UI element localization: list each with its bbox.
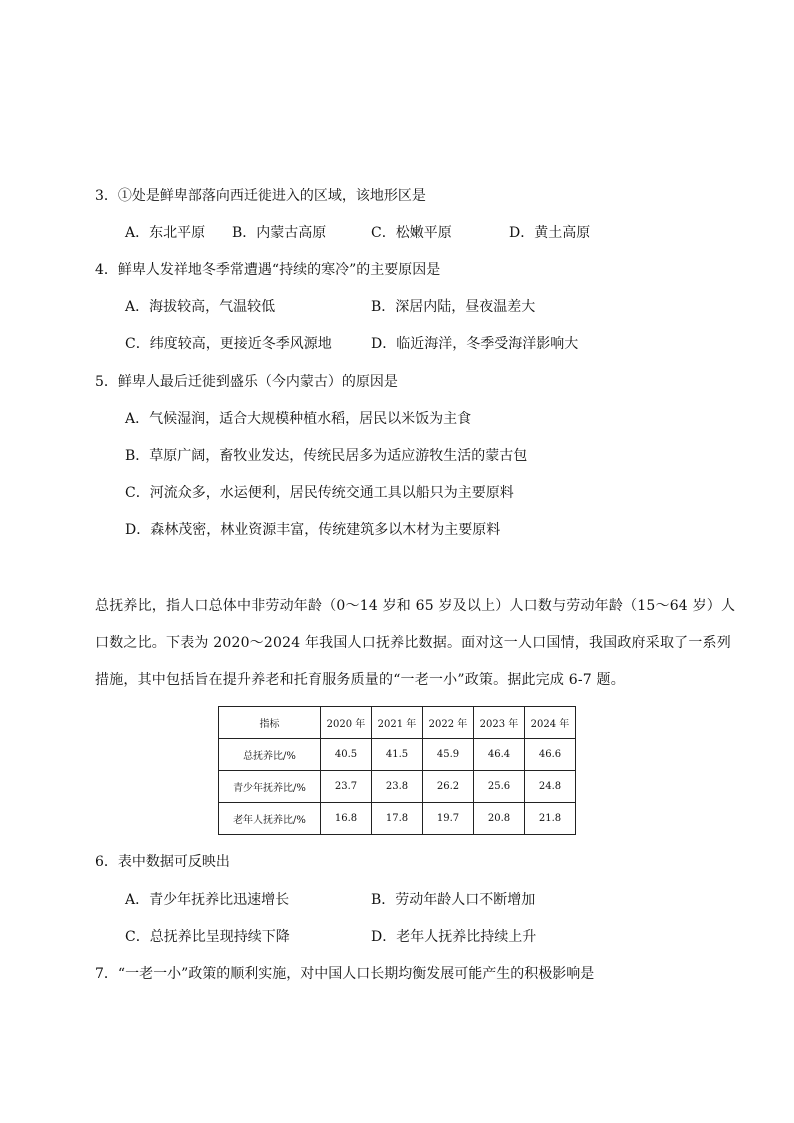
dependency-ratio-table: [218, 706, 576, 835]
table-cell: 23.8: [372, 771, 423, 803]
table-cell: 45.9: [423, 739, 474, 771]
question-5-stem: 5．鲜卑人最后迁徙到盛乐（今内蒙古）的原因是: [95, 374, 398, 390]
table-cell: 17.8: [372, 803, 423, 835]
question-4-option-a: A．海拔较高，气温较低: [125, 299, 276, 315]
question-4-option-d: D．临近海洋，冬季受海洋影响大: [371, 336, 579, 352]
question-3-option-c: C．松嫩平原: [371, 225, 452, 241]
question-5-option-a: A．气候湿润，适合大规模种植水稻，居民以米饭为主食: [125, 411, 472, 427]
question-7-stem: 7．“一老一小”政策的顺利实施，对中国人口长期均衡发展可能产生的积极影响是: [95, 966, 595, 982]
question-6-option-a: A．青少年抚养比迅速增长: [125, 892, 290, 908]
question-4-option-c: C．纬度较高，更接近冬季风源地: [125, 336, 332, 352]
question-3-option-b: B．内蒙古高原: [232, 225, 327, 241]
table-header-cell: 2022 年: [423, 707, 474, 739]
question-5-option-c: C．河流众多，水运便利，居民传统交通工具以船只为主要原料: [125, 485, 514, 501]
table-header-cell: 2020 年: [321, 707, 372, 739]
table-row-label: 老年人抚养比/%: [219, 803, 321, 835]
table-header-cell: 2023 年: [474, 707, 525, 739]
question-6-option-c: C．总抚养比呈现持续下降: [125, 929, 290, 945]
table-row: [219, 803, 576, 835]
question-5-option-b: B．草原广阔，畜牧业发达，传统民居多为适应游牧生活的蒙古包: [125, 448, 528, 464]
table-cell: 40.5: [321, 739, 372, 771]
passage-line-1: 总抚养比，指人口总体中非劳动年龄（0～14 岁和 65 岁及以上）人口数与劳动年龄（15～64 岁）人: [95, 598, 736, 614]
table-cell: 21.8: [525, 803, 576, 835]
table-cell: 46.4: [474, 739, 525, 771]
question-3-option-d: D．黄土高原: [509, 225, 591, 241]
table-cell: 20.8: [474, 803, 525, 835]
question-4-stem: 4．鲜卑人发祥地冬季常遭遇“持续的寒冷”的主要原因是: [95, 262, 441, 278]
table-header-cell: 2024 年: [525, 707, 576, 739]
table-header-cell: 2021 年: [372, 707, 423, 739]
table-cell: 19.7: [423, 803, 474, 835]
table-cell: 23.7: [321, 771, 372, 803]
table-cell: 26.2: [423, 771, 474, 803]
table-header-cell: 指标: [219, 707, 321, 739]
table-row: [219, 739, 576, 771]
passage-line-2: 口数之比。下表为 2020～2024 年我国人口抚养比数据。面对这一人口国情，我国政府采取了一系列: [95, 635, 731, 651]
table-header-row: [219, 707, 576, 739]
question-4-option-b: B．深居内陆，昼夜温差大: [371, 299, 536, 315]
table-row-label: 总抚养比/%: [219, 739, 321, 771]
question-5-option-d: D．森林茂密，林业资源丰富，传统建筑多以木材为主要原料: [125, 522, 501, 538]
table-row-label: 青少年抚养比/%: [219, 771, 321, 803]
passage-line-3: 措施，其中包括旨在提升养老和托育服务质量的“一老一小”政策。据此完成 6-7 题。: [95, 672, 625, 688]
table-cell: 41.5: [372, 739, 423, 771]
table-cell: 46.6: [525, 739, 576, 771]
table-row: [219, 771, 576, 803]
question-3-stem: 3．①处是鲜卑部落向西迁徙进入的区域，该地形区是: [95, 188, 426, 204]
table-cell: 16.8: [321, 803, 372, 835]
question-6-option-d: D．老年人抚养比持续上升: [371, 929, 537, 945]
question-3-option-a: A．东北平原: [125, 225, 206, 241]
question-6-option-b: B．劳动年龄人口不断增加: [371, 892, 536, 908]
table-cell: 24.8: [525, 771, 576, 803]
table-cell: 25.6: [474, 771, 525, 803]
question-6-stem: 6．表中数据可反映出: [95, 854, 230, 870]
